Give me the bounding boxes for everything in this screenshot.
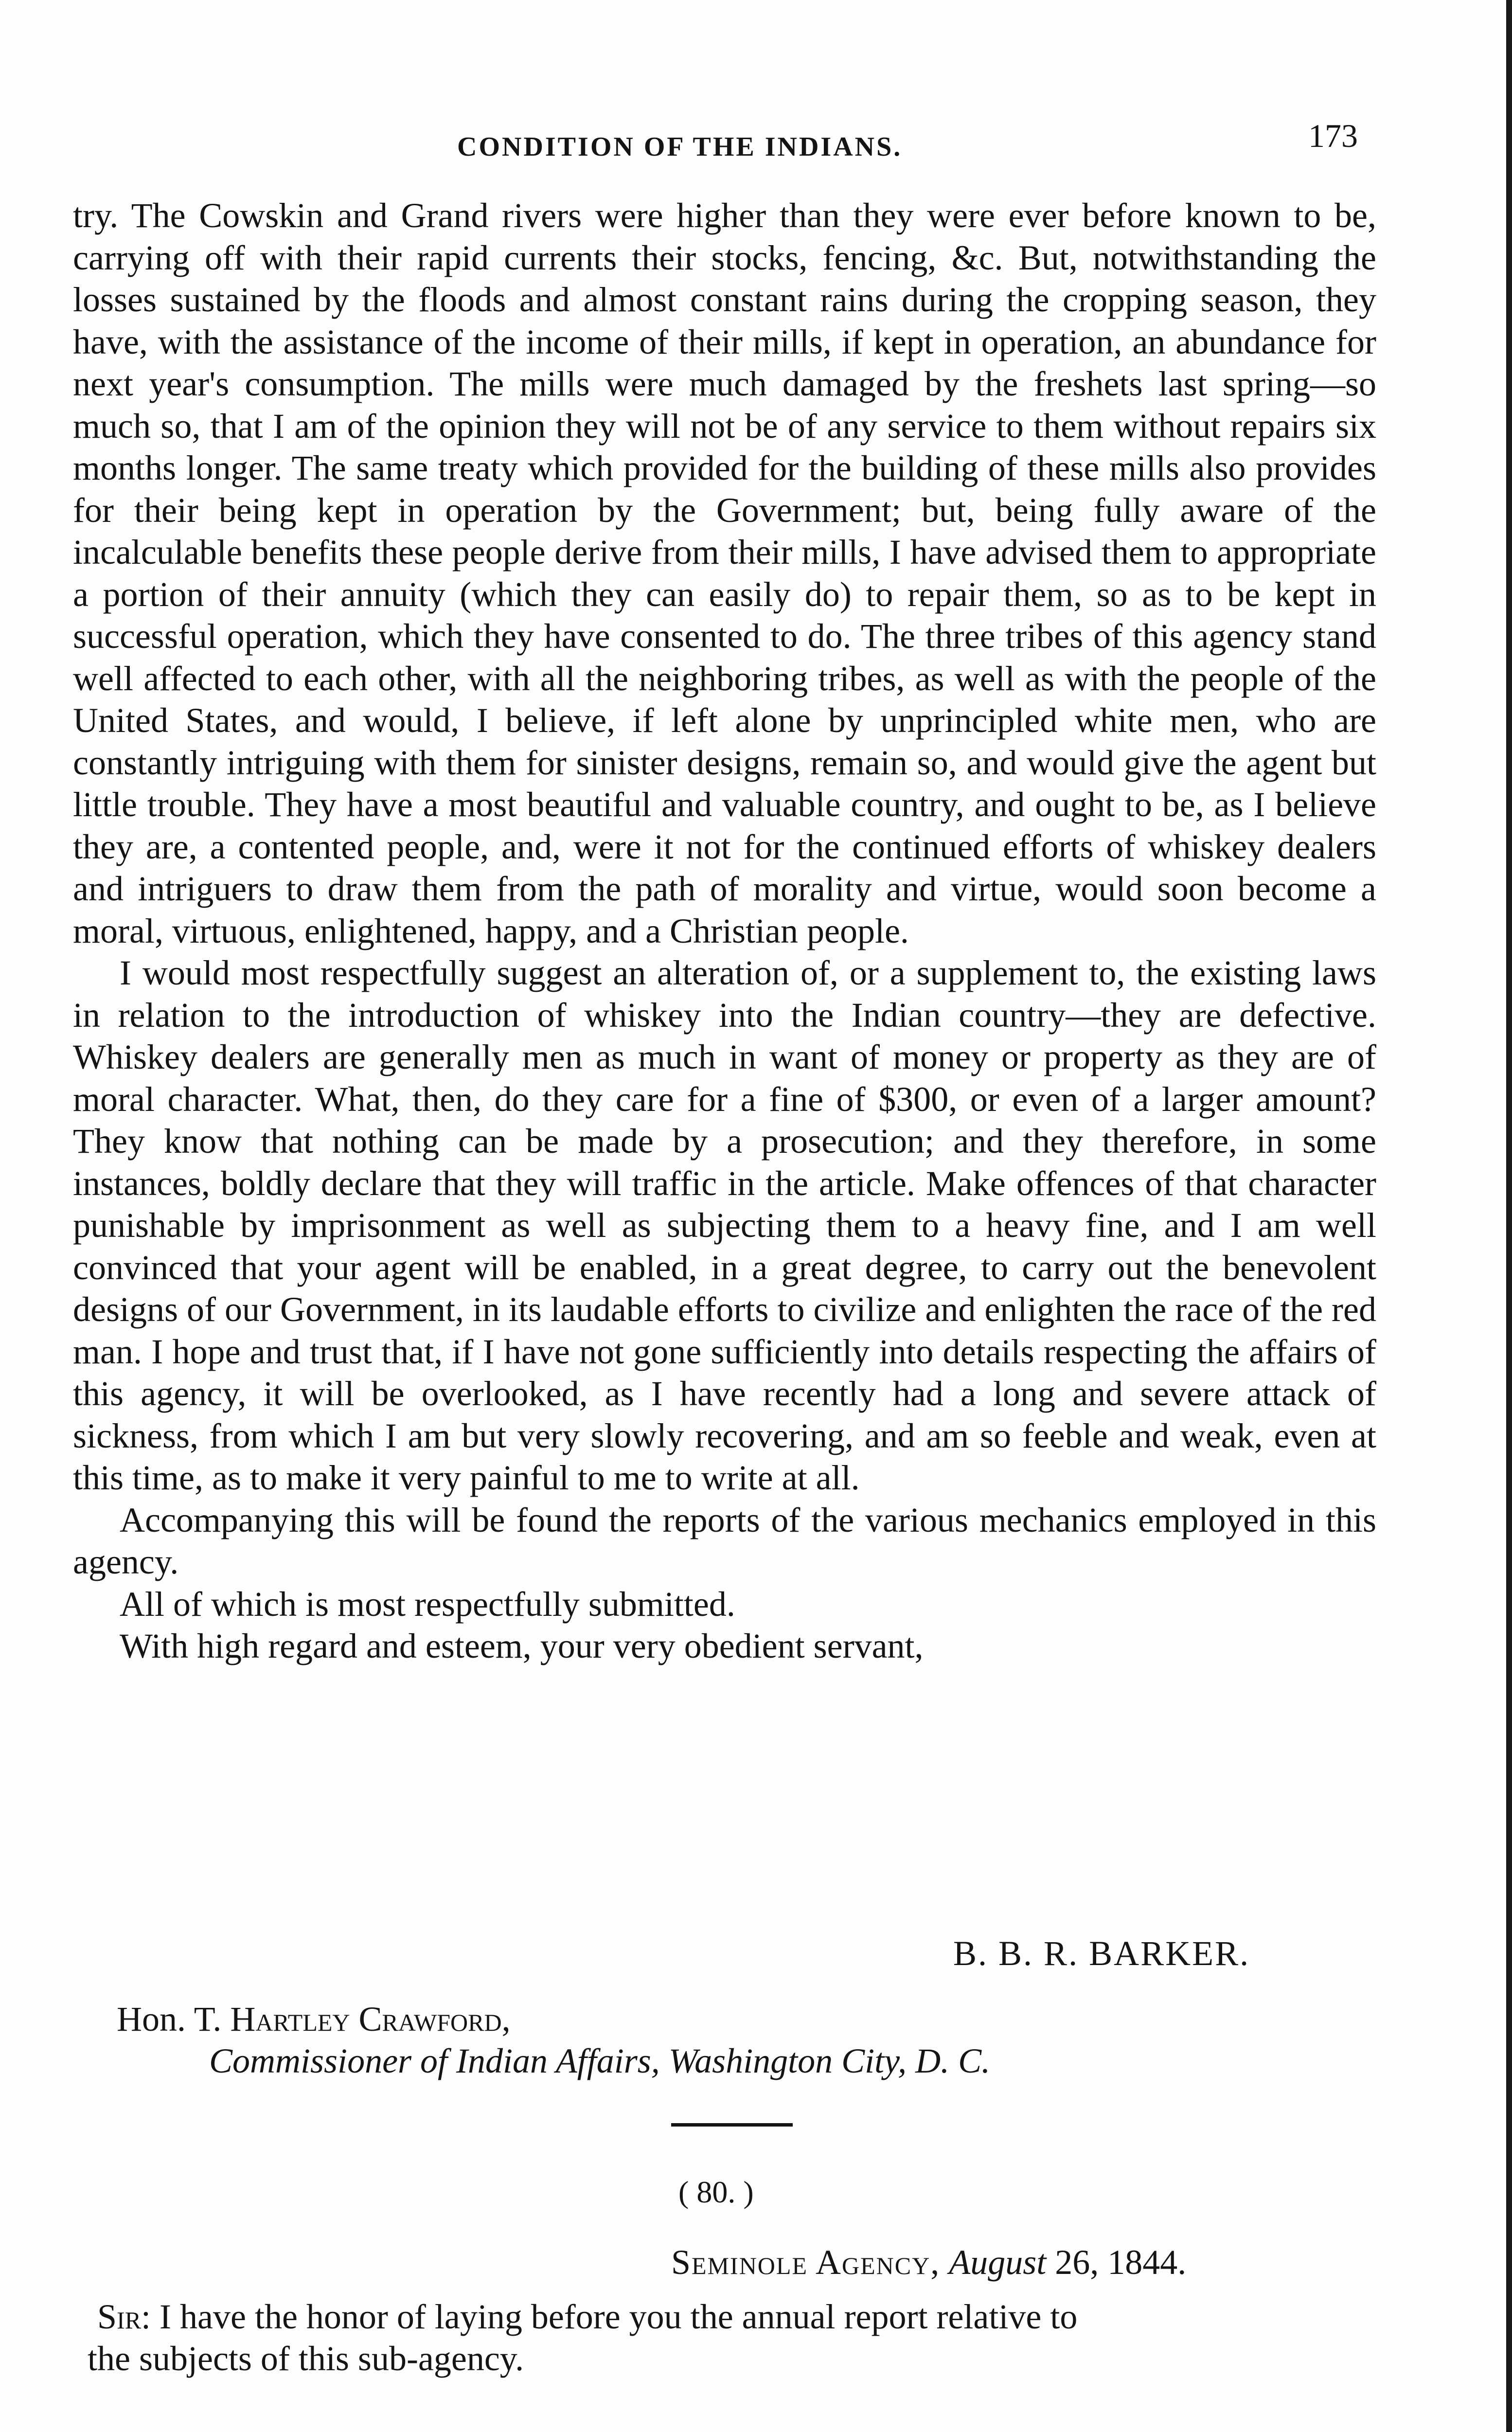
addressee-prefix: Hon. T. [117, 2000, 231, 2039]
opening-line-2: the subjects of this sub-agency. [88, 2339, 524, 2378]
salutation-line-1 [88, 2296, 1401, 2338]
dateline-place: Seminole Agency, [671, 2243, 941, 2282]
dateline-month: August [949, 2243, 1047, 2282]
page-header [0, 117, 1512, 175]
section-divider [671, 2123, 793, 2127]
document-number: ( 80. ) [678, 2175, 754, 2209]
salutation: Sir: [97, 2297, 151, 2336]
dateline [671, 2242, 1186, 2283]
paragraph-1: try. The Cowskin and Grand rivers were higher than they were ever before known to be, carrying off with their rapid currents their stocks, fencing, &c. But, notwithstanding the losses sustained by the floods and almost constant rains during the cropping season, they have, with the assistance of the income of their mills, if kept in operation, an abundance for next year's consumption. The mills were much damaged by the freshets last spring—so much so, that I am of the opinion they will not be of any service to them without repairs six months longer. The same treaty which provided for the building of these mills also provides for their being kept in operation by the Government; but, being fully aware of the incalculable benefits these people derive from their mills, I have advised them to appropriate a portion of their annuity (which they can easily do) to repair them, so as to be kept in successful operation, which they have consented to do. The three tribes of this agency stand well affected to each other, with all the neighboring tribes, as well as with the people of the United States, and would, I believe, if left alone by unprincipled white men, who are constantly intriguing with them for sinister designs, remain so, and would give the agent but little trouble. They have a most beautiful and valuable country, and ought to be, as I believe they are, a contented people, and, were it not for the continued efforts of whiskey dealers and intriguers to draw them from the path of morality and virtue, would soon become a moral, virtuous, enlightened, happy, and a Christian people. [73, 196, 1376, 950]
paragraph-5: With high regard and esteem, your very obedient servant, [120, 1627, 924, 1665]
paragraph-3: Accompanying this will be found the reports of the various mechanics employed in this agency. [73, 1500, 1376, 1581]
page-number: 173 [1308, 117, 1358, 154]
signature: B. B. R. BARKER. [953, 1934, 1250, 1973]
opening-line-1: I have the honor of laying before you the annual report relative to [151, 2297, 1078, 2336]
addressee-line [117, 1999, 511, 2039]
paragraph-2: I would most respectfully suggest an alteration of, or a supplement to, the existing laws in relation to the introduction of whiskey into the Indian country—they are defective. Whiskey dealers are generally men as much in want of money or property as they are of moral character. What, then, do they care for a fine of $300, or even of a larger amount? They know that nothing can be made by a prosecution; and they therefore, in some instances, boldly declare that they will traffic in the article. Make offences of that character punishable by imprisonment as well as subjecting them to a heavy fine, and I am well convinced that your agent will be enabled, in a great degree, to carry out the benevolent designs of our Government, in its laudable efforts to civilize and enlighten the race of the red man. I hope and trust that, if I have not gone sufficiently into details respecting the affairs of this agency, it will be overlooked, as I have recently had a long and severe attack of sickness, from which I am but very slowly recovering, and am so feeble and weak, even at this time, as to make it very painful to me to write at all. [73, 953, 1376, 1497]
running-title: CONDITION OF THE INDIANS. [457, 132, 903, 162]
dateline-date: 26, 1844. [1046, 2243, 1187, 2282]
salutation-block [88, 2296, 1401, 2379]
page-edge [1506, 0, 1512, 2432]
addressee-title: Commissioner of Indian Affairs, Washington City, D. C. [209, 2041, 991, 2080]
body-text [73, 195, 1376, 1667]
paragraph-4: All of which is most respectfully submitted. [120, 1584, 735, 1624]
addressee-name: Hartley Crawford, [230, 2000, 511, 2039]
